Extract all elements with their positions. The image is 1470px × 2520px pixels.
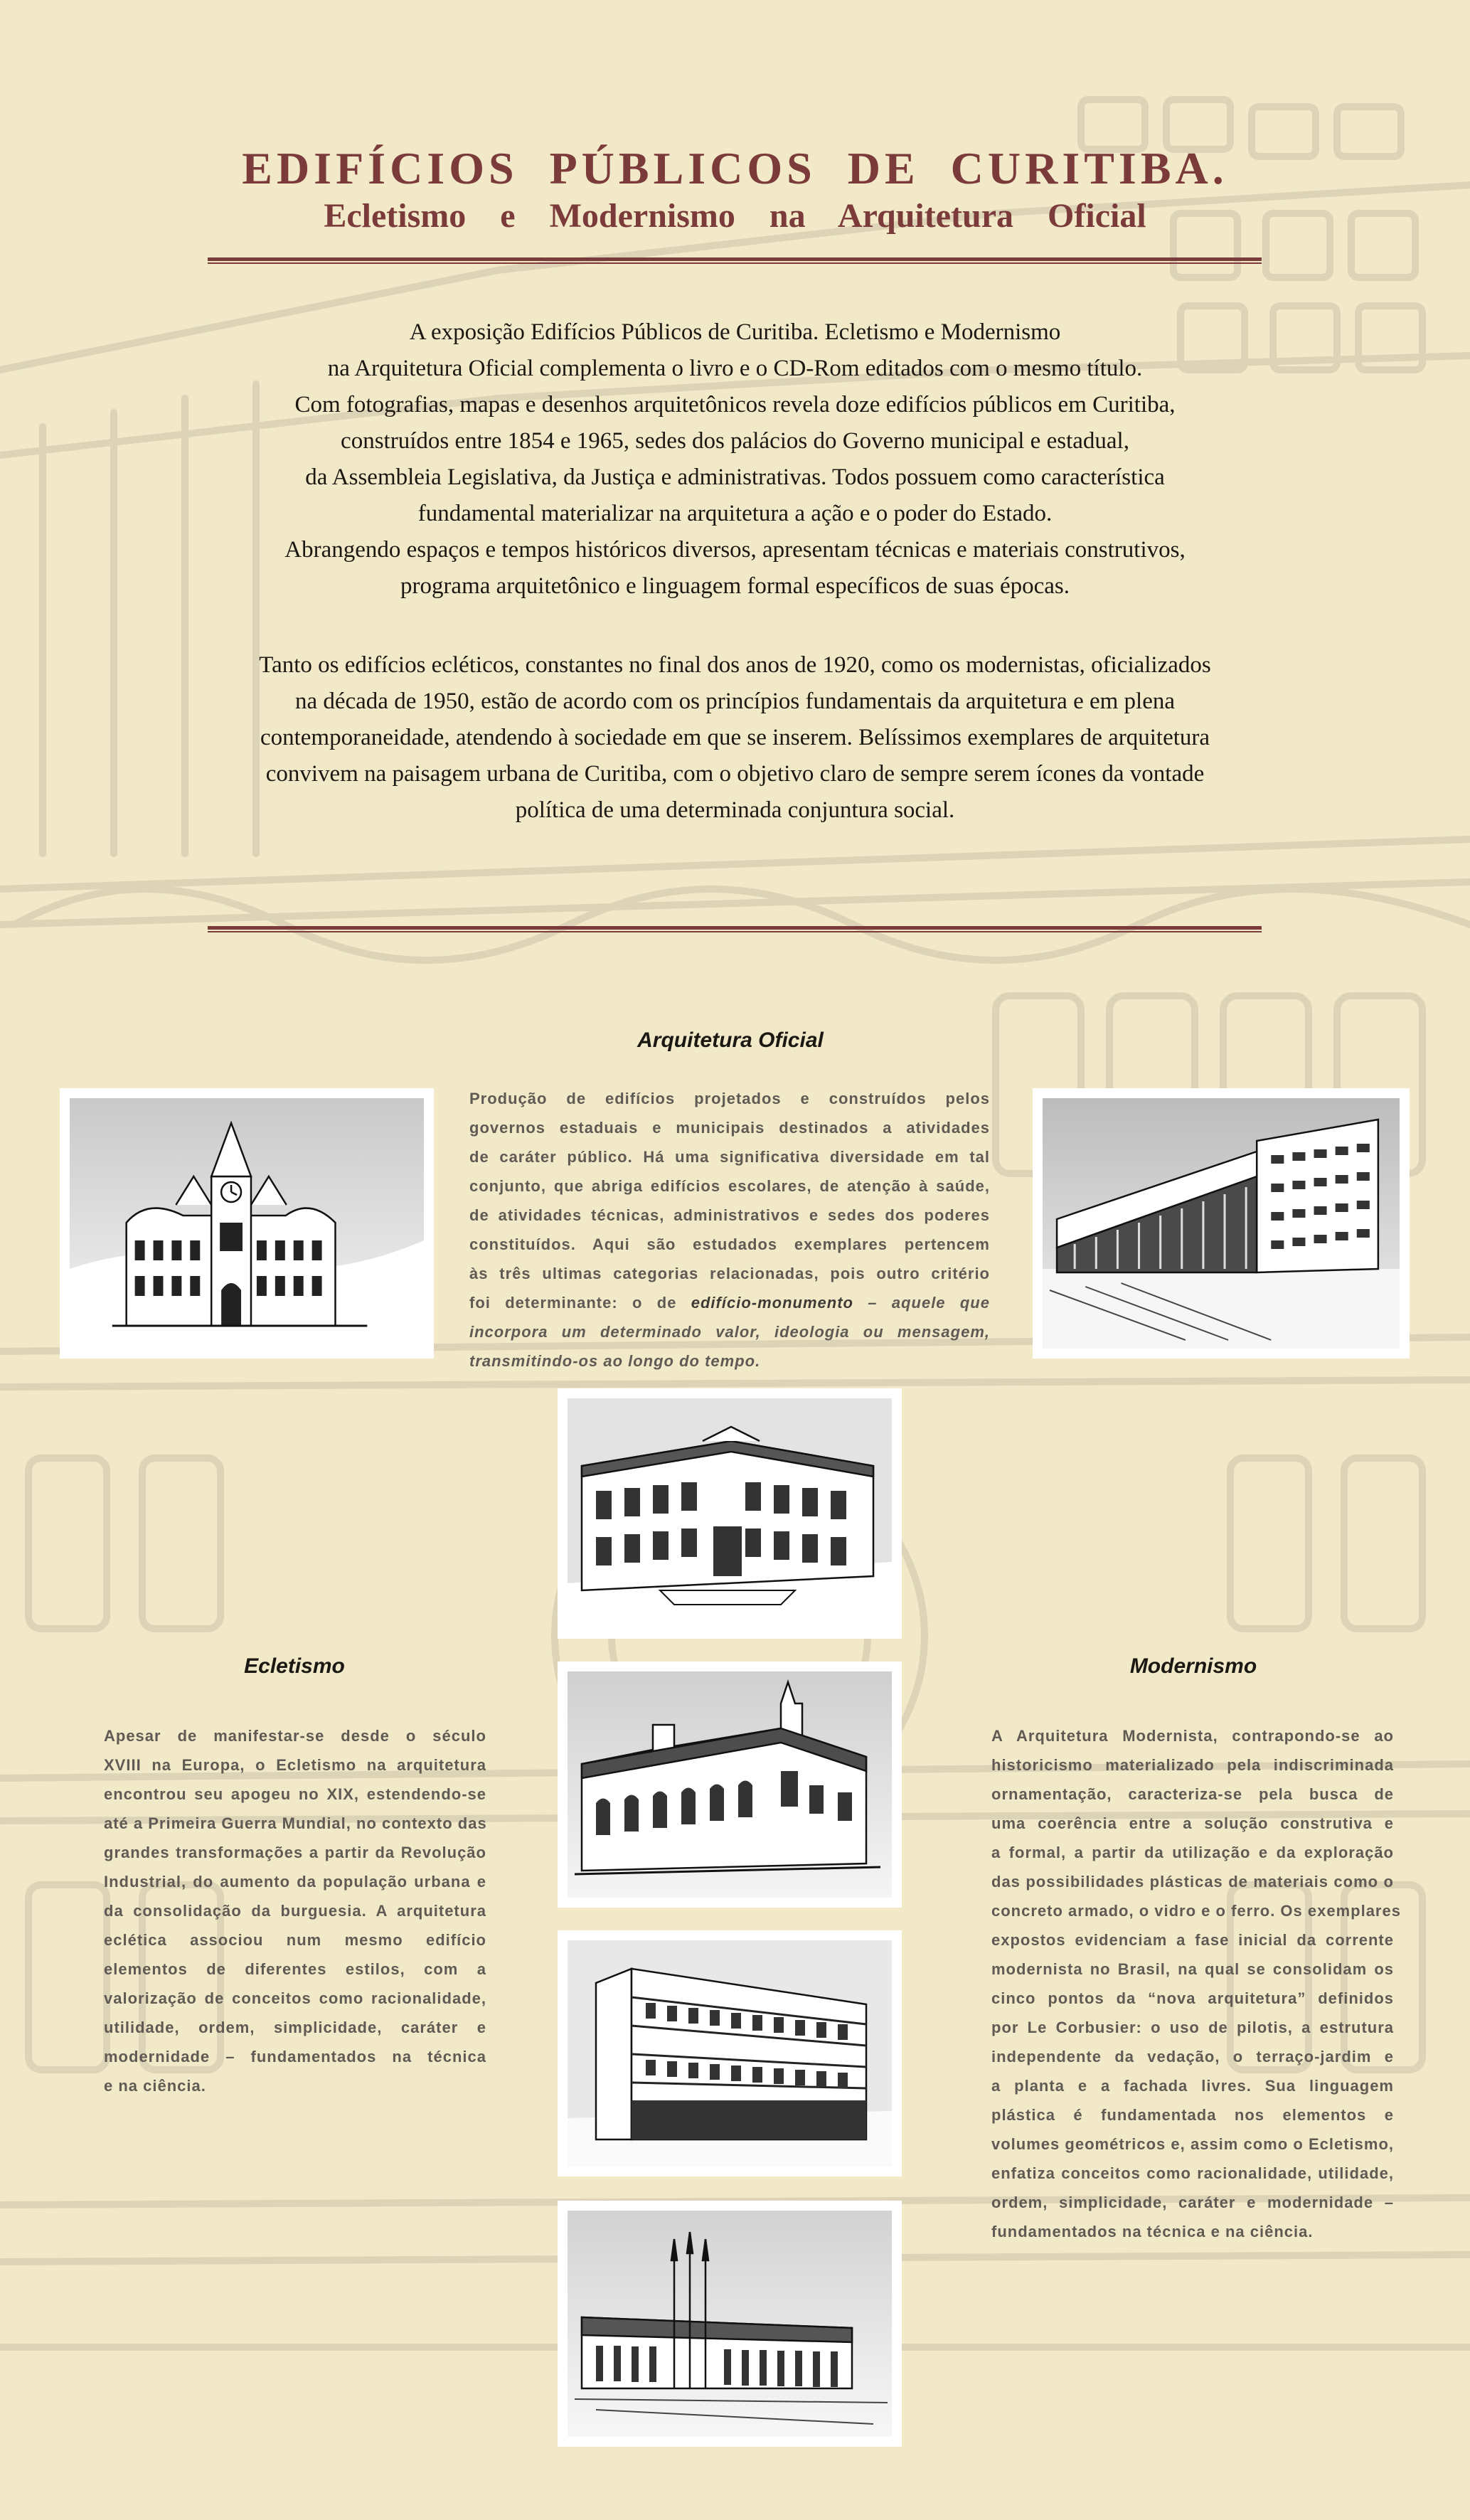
intro-line: política de uma determinada conjuntura social. bbox=[515, 797, 955, 823]
text-line: às três ultimas categorias relacionadas, pois outro critério bbox=[469, 1265, 990, 1282]
page-subtitle: Ecletismo e Modernismo na Arquitetura Oficial bbox=[324, 197, 1146, 235]
intro-paragraph-2 bbox=[178, 647, 1292, 829]
section-heading-arquitetura-oficial: Arquitetura Oficial bbox=[637, 1028, 824, 1052]
text-line: grandes transformações a partir da Revolução bbox=[104, 1844, 486, 1861]
text-line: independente da vedação, o terraço-jardim e bbox=[991, 2048, 1394, 2066]
text-line bbox=[469, 1288, 990, 1317]
text-line: historicismo materializado pela indiscriminada bbox=[991, 1756, 1394, 1774]
text-line: XVIII na Europa, o Ecletismo na arquitetura bbox=[104, 1756, 486, 1774]
intro-line: da Assembleia Legislativa, da Justiça e administrativas. Todos possuem como característica bbox=[305, 464, 1165, 490]
text-line: valorização de conceitos como racionalidade, bbox=[104, 1989, 486, 2007]
intro-line: contemporaneidade, atendendo à sociedade em que se inserem. Belíssimos exemplares de arquitetura bbox=[260, 725, 1210, 750]
text-line: Apesar de manifestar-se desde o século bbox=[104, 1727, 486, 1745]
middle-divider bbox=[208, 926, 1262, 933]
intro-line: construídos entre 1854 e 1965, sedes dos palácios do Governo municipal e estadual, bbox=[341, 428, 1129, 454]
text-line: das possibilidades plásticas de materiais como o bbox=[991, 1873, 1394, 1891]
text-line: governos estaduais e municipais destinados a atividades bbox=[469, 1119, 990, 1137]
intro-line: Tanto os edifícios ecléticos, constantes no final dos anos de 1920, como os modernistas, oficializados bbox=[259, 652, 1211, 678]
ecletismo-text bbox=[104, 1721, 486, 2100]
text-line: eclética associou num mesmo edifício bbox=[104, 1931, 486, 1949]
illustration-eclectic-palace-1 bbox=[558, 1388, 902, 1639]
text-line: elementos de diferentes estilos, com a bbox=[104, 1960, 486, 1978]
text-line: de caráter público. Há uma significativa diversidade em tal bbox=[469, 1148, 990, 1166]
intro-paragraph-1 bbox=[178, 314, 1292, 605]
text-line: fundamentados na técnica e na ciência. bbox=[991, 2223, 1314, 2240]
text-fragment: incorpora um determinado valor, ideologia ou mensagem, bbox=[469, 1323, 990, 1341]
text-line: por Le Corbusier: o uso de pilotis, a estrutura bbox=[991, 2019, 1394, 2036]
text-line: encontrou seu apogeu no XIX, estendendo-se bbox=[104, 1785, 486, 1803]
illustration-modernist-office-block bbox=[558, 1930, 902, 2176]
text-line: Produção de edifícios projetados e construídos pelos bbox=[469, 1090, 990, 1107]
intro-line: na década de 1950, estão de acordo com os princípios fundamentais da arquitetura e em plena bbox=[294, 689, 1176, 714]
page-title: EDIFÍCIOS PÚBLICOS DE CURITIBA. bbox=[242, 143, 1228, 193]
text-line: volumes geométricos e, assim como o Ecletismo, bbox=[991, 2135, 1394, 2153]
text-line: a formal, a partir da utilização e da exploração bbox=[991, 1844, 1394, 1861]
illustration-eclectic-corner-building bbox=[558, 1662, 902, 1908]
intro-line: Com fotografias, mapas e desenhos arquitetônicos revela doze edifícios públicos em Curitiba, bbox=[294, 392, 1176, 418]
section-heading-modernismo: Modernismo bbox=[1129, 1654, 1257, 1678]
text-line: A Arquitetura Modernista, contrapondo-se ao bbox=[991, 1727, 1394, 1745]
intro-line: fundamental materializar na arquitetura a ação e o poder do Estado. bbox=[417, 501, 1053, 526]
text-fragment: transmitindo-os ao longo do tempo. bbox=[469, 1352, 761, 1370]
text-line: concreto armado, o vidro e o ferro. Os exemplares bbox=[991, 1902, 1401, 1920]
text-line: enfatiza conceitos como racionalidade, utilidade, bbox=[991, 2164, 1394, 2182]
illustration-modernist-glass-building bbox=[1033, 1088, 1410, 1359]
text-line: Industrial, do aumento da população urbana e bbox=[104, 1873, 486, 1891]
intro-line: A exposição Edifícios Públicos de Curitiba. Ecletismo e Modernismo bbox=[409, 319, 1061, 345]
text-line bbox=[469, 1317, 990, 1346]
text-fragment: foi determinante: o de bbox=[469, 1294, 691, 1312]
text-line: constituídos. Aqui são estudados exemplares pertencem bbox=[469, 1235, 990, 1253]
text-line: ordem, simplicidade, caráter e modernidade – bbox=[991, 2194, 1394, 2211]
text-line: utilidade, ordem, simplicidade, caráter e bbox=[104, 2019, 486, 2036]
arquitetura-oficial-text bbox=[469, 1084, 990, 1376]
intro-line: na Arquitetura Oficial complementa o livro e o CD-Rom editados com o mesmo título. bbox=[327, 356, 1143, 381]
text-line: plástica é fundamentada nos elementos e bbox=[991, 2106, 1394, 2124]
text-line: de atividades técnicas, administrativos e sedes dos poderes bbox=[469, 1206, 990, 1224]
illustration-modernist-building-with-flags bbox=[558, 2201, 902, 2447]
text-line: cinco pontos da “nova arquitetura” definidos bbox=[991, 1989, 1394, 2007]
text-line: modernista no Brasil, na qual se consolidam os bbox=[991, 1960, 1394, 1978]
text-line bbox=[469, 1346, 990, 1376]
illustration-eclectic-clock-tower-palace bbox=[60, 1088, 434, 1359]
intro-line: convivem na paisagem urbana de Curitiba, com o objetivo claro de sempre serem ícones da vontade bbox=[265, 761, 1205, 787]
text-line: conjunto, que abriga edifícios escolares, de atenção à saúde, bbox=[469, 1177, 990, 1195]
top-divider bbox=[208, 257, 1262, 265]
text-line: até a Primeira Guerra Mundial, no contexto das bbox=[104, 1814, 487, 1832]
section-heading-ecletismo: Ecletismo bbox=[244, 1654, 345, 1678]
text-line: modernidade – fundamentados na técnica bbox=[104, 2048, 486, 2066]
edificio-monumento-term: edifício-monumento bbox=[691, 1294, 853, 1312]
modernismo-text bbox=[991, 1721, 1401, 2246]
text-line: a planta e a fachada livres. Sua linguagem bbox=[991, 2077, 1394, 2095]
text-line: da consolidação da burguesia. A arquitetura bbox=[104, 1902, 486, 1920]
text-fragment: – aquele que bbox=[853, 1294, 990, 1312]
intro-line: programa arquitetônico e linguagem formal específicos de suas épocas. bbox=[400, 573, 1070, 599]
text-line: e na ciência. bbox=[104, 2077, 206, 2095]
text-line: ornamentação, caracteriza-se pela busca de bbox=[991, 1785, 1394, 1803]
text-line: expostos evidenciam a fase inicial da corrente bbox=[991, 1931, 1394, 1949]
text-line: uma coerência entre a solução construtiva e bbox=[991, 1814, 1394, 1832]
intro-line: Abrangendo espaços e tempos históricos diversos, apresentam técnicas e materiais construtivos, bbox=[284, 537, 1186, 563]
